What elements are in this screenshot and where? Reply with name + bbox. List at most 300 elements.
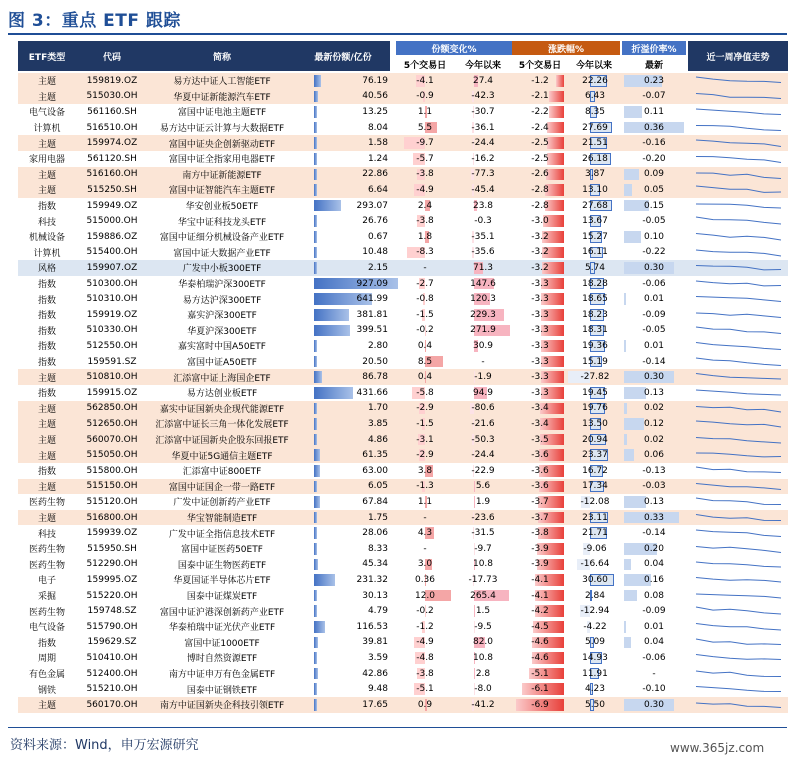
cell-share-text: 3.59	[367, 652, 388, 663]
trend-line	[696, 594, 781, 598]
cell-discount	[622, 260, 686, 276]
discount-bar	[624, 403, 627, 415]
cell-code	[76, 432, 148, 448]
cell-pct-ytd	[570, 572, 620, 588]
cell-pct-ytd	[570, 588, 620, 604]
cell-share-text: 8.33	[367, 543, 388, 554]
trend-sparkline	[694, 542, 784, 555]
share-bar	[314, 137, 317, 149]
cell-discount	[622, 213, 686, 229]
trend-line	[696, 530, 781, 537]
cell-pct-5d-text: -4.5	[531, 621, 549, 632]
cell-pct-ytd	[570, 229, 620, 245]
cell-code	[76, 650, 148, 666]
cell-share-ytd-text: 147.6	[470, 278, 496, 289]
cell-share-ytd	[454, 385, 512, 401]
cell-pct-ytd	[570, 697, 620, 713]
header-discount: 折溢价率%	[622, 41, 686, 55]
cell-share-5d-text: -2.9	[416, 450, 434, 461]
share-bar	[314, 200, 341, 212]
discount-bar	[624, 637, 631, 649]
share-bar	[314, 699, 317, 711]
cell-pct-ytd-text: 18.28	[582, 278, 608, 289]
cell-pct-5d-text: -3.3	[531, 356, 549, 367]
cell-share	[296, 603, 388, 619]
cell-discount	[622, 385, 686, 401]
cell-share-5d	[398, 323, 452, 339]
cell-name	[148, 572, 296, 588]
cell-pct-5d	[514, 525, 566, 541]
cell-pct-5d-text: -2.5	[531, 138, 549, 149]
table-row	[18, 541, 788, 557]
cell-share-ytd	[454, 338, 512, 354]
footer-divider	[8, 727, 787, 728]
cell-type-text: 主题	[37, 451, 56, 462]
cell-type	[18, 245, 76, 261]
cell-share-5d	[398, 167, 452, 183]
cell-discount	[622, 494, 686, 510]
cell-code-text: 561160.SH	[87, 106, 137, 117]
source-note: 资料来源：Wind，申万宏源研究	[10, 738, 199, 753]
cell-share-ytd	[454, 73, 512, 89]
cell-share-5d-text: -3.8	[416, 216, 434, 227]
cell-type-text: 指数	[37, 467, 56, 478]
cell-pct-ytd	[570, 135, 620, 151]
header-pct: 涨跌幅%	[512, 41, 620, 55]
trend-sparkline	[694, 573, 784, 586]
table-row	[18, 291, 788, 307]
trend-sparkline	[694, 511, 784, 524]
cell-discount-text: -0.16	[642, 138, 666, 149]
cell-code-text: 510330.OH	[86, 325, 138, 336]
cell-type-text: 采掘	[37, 592, 56, 603]
cell-code	[76, 588, 148, 604]
trend-line	[696, 671, 781, 677]
cell-share-text: 10.48	[362, 247, 388, 258]
cell-share-5d-text: 0.4	[417, 340, 433, 351]
cell-code-text: 159886.OZ	[86, 231, 138, 242]
trend-sparkline	[694, 370, 784, 383]
cell-discount	[622, 432, 686, 448]
cell-name	[148, 151, 296, 167]
trend-line	[696, 514, 781, 520]
cell-type-text: 指数	[37, 202, 56, 213]
cell-code-text: 516800.OH	[86, 512, 138, 523]
cell-code-text: 515220.OH	[86, 590, 138, 601]
cell-pct-5d	[514, 510, 566, 526]
cell-pct-5d-text: -5.1	[531, 668, 549, 679]
cell-pct-5d	[514, 541, 566, 557]
cell-code-text: 159748.SZ	[87, 606, 137, 617]
cell-share-5d-text: 4.3	[417, 528, 433, 539]
cell-share-5d	[398, 291, 452, 307]
cell-pct-ytd-text: 19.36	[582, 340, 608, 351]
cell-pct-ytd-text: 27.68	[582, 200, 608, 211]
cell-code	[76, 447, 148, 463]
cell-share-ytd	[454, 260, 512, 276]
trend-line	[696, 453, 781, 457]
share-bar	[314, 574, 335, 586]
cell-pct-5d-text: -3.6	[531, 481, 549, 492]
cell-share-ytd-text: 265.4	[470, 590, 496, 601]
cell-discount	[622, 307, 686, 323]
cell-share-ytd	[454, 494, 512, 510]
cell-name-text: 汇添富中证上海国企ETF	[173, 373, 271, 384]
cell-name	[148, 541, 296, 557]
cell-share-5d	[398, 588, 452, 604]
cell-share-5d-text: 8.5	[417, 356, 433, 367]
cell-discount	[622, 73, 686, 89]
cell-type-text: 机械设备	[28, 233, 65, 244]
cell-share	[296, 681, 388, 697]
cell-share	[296, 541, 388, 557]
cell-share-5d-text: -0.9	[416, 91, 434, 102]
cell-discount-text: 0.20	[643, 543, 665, 554]
cell-share-5d	[398, 385, 452, 401]
cell-discount	[622, 541, 686, 557]
cell-discount-text: 0.36	[643, 122, 665, 133]
header-trend: 近一周净值走势	[688, 41, 788, 71]
cell-type	[18, 323, 76, 339]
cell-type	[18, 681, 76, 697]
cell-pct-ytd	[570, 167, 620, 183]
cell-name	[148, 120, 296, 136]
cell-name-text: 易方达创业板ETF	[186, 389, 258, 400]
trend-line	[696, 266, 781, 270]
cell-share-ytd	[454, 416, 512, 432]
trend-line	[696, 483, 781, 489]
cell-share-ytd-text: -30.7	[471, 106, 495, 117]
table-row	[18, 354, 788, 370]
cell-name-text: 汇添富中证国新央企股东回报ETF	[155, 436, 289, 447]
discount-bar	[624, 340, 626, 352]
cell-share-ytd	[454, 354, 512, 370]
cell-pct-5d	[514, 369, 566, 385]
trend-sparkline	[694, 74, 784, 87]
cell-share-ytd-text: 1.9	[475, 496, 491, 507]
cell-discount-text: -	[652, 668, 656, 679]
cell-pct-ytd-text: 4.23	[584, 684, 606, 695]
subheader-latest: 最新	[622, 57, 686, 71]
cell-pct-5d	[514, 104, 566, 120]
table-row	[18, 338, 788, 354]
share-bar	[314, 184, 317, 196]
trend-sparkline	[694, 464, 784, 477]
cell-share-5d-text: -4.8	[416, 652, 434, 663]
subheader-ytd-share: 今年以来	[454, 57, 512, 71]
trend-line	[696, 437, 781, 443]
cell-share-ytd	[454, 323, 512, 339]
cell-share-5d	[398, 603, 452, 619]
cell-pct-5d	[514, 276, 566, 292]
share-bar	[314, 559, 318, 571]
table-row	[18, 307, 788, 323]
table-row	[18, 416, 788, 432]
cell-pct-5d	[514, 73, 566, 89]
cell-pct-ytd	[570, 354, 620, 370]
cell-share-ytd-text: 30.9	[472, 340, 494, 351]
cell-type-text: 主题	[37, 514, 56, 525]
cell-name	[148, 635, 296, 651]
cell-code	[76, 151, 148, 167]
table-row	[18, 135, 788, 151]
trend-line	[696, 281, 781, 286]
cell-share-5d-text: -9.7	[416, 138, 434, 149]
cell-share-text: 231.32	[356, 574, 388, 585]
cell-name-text: 富国中证央企创新驱动ETF	[168, 139, 276, 150]
cell-name-text: 汇添富中证长三角一体化发展ETF	[155, 420, 289, 431]
cell-share-text: 9.48	[367, 684, 388, 695]
cell-code-text: 560070.OH	[86, 434, 138, 445]
cell-pct-ytd	[570, 369, 620, 385]
cell-share-ytd-text: -1.9	[474, 372, 492, 383]
cell-share-text: 67.84	[362, 496, 388, 507]
cell-pct-5d-text: -3.9	[531, 559, 549, 570]
trend-sparkline	[694, 355, 784, 368]
share-bar	[314, 512, 317, 524]
cell-share-5d-text: -1.5	[416, 309, 434, 320]
cell-type	[18, 104, 76, 120]
trend-sparkline	[694, 183, 784, 196]
cell-discount-text: 0.08	[643, 590, 665, 601]
cell-type	[18, 385, 76, 401]
table-row	[18, 572, 788, 588]
cell-discount-text: 0.23	[643, 75, 665, 86]
cell-code-text: 515000.OH	[86, 216, 138, 227]
cell-share-ytd	[454, 89, 512, 105]
cell-pct-5d	[514, 135, 566, 151]
cell-share-5d	[398, 229, 452, 245]
table-row	[18, 525, 788, 541]
cell-share-5d	[398, 635, 452, 651]
cell-discount	[622, 619, 686, 635]
cell-code-text: 159995.OZ	[86, 574, 138, 585]
share-bar	[314, 325, 350, 337]
cell-discount	[622, 323, 686, 339]
cell-type-text: 主题	[37, 139, 56, 150]
cell-pct-5d-text: -4.6	[531, 637, 549, 648]
cell-code-text: 510300.OH	[86, 278, 138, 289]
cell-share-5d	[398, 525, 452, 541]
cell-discount-text: 0.01	[643, 621, 665, 632]
cell-share-5d-text: -4.1	[416, 75, 434, 86]
cell-share-5d	[398, 120, 452, 136]
cell-share	[296, 182, 388, 198]
subheader-5d-pct: 5个交易日	[512, 57, 568, 71]
cell-share-text: 22.86	[362, 169, 388, 180]
trend-line	[696, 624, 781, 631]
cell-type-text: 电子	[37, 576, 56, 587]
trend-sparkline	[694, 604, 784, 617]
cell-code-text: 515790.OH	[86, 621, 138, 632]
cell-type-text: 有色金属	[28, 670, 65, 681]
table-row	[18, 151, 788, 167]
cell-type-text: 指数	[37, 342, 56, 353]
cell-share-5d	[398, 432, 452, 448]
cell-name-text: 南方中证新能源ETF	[182, 170, 262, 181]
trend-sparkline	[694, 495, 784, 508]
cell-pct-5d	[514, 494, 566, 510]
cell-share	[296, 291, 388, 307]
cell-type-text: 风格	[37, 264, 56, 275]
trend-sparkline	[694, 636, 784, 649]
cell-share-5d	[398, 479, 452, 495]
cell-name	[148, 603, 296, 619]
cell-code-text: 159919.OZ	[86, 309, 138, 320]
cell-share-5d	[398, 151, 452, 167]
cell-pct-ytd	[570, 447, 620, 463]
cell-share-5d	[398, 73, 452, 89]
cell-name	[148, 525, 296, 541]
cell-pct-ytd-text: -4.22	[583, 621, 607, 632]
cell-share-ytd-text: -16.2	[471, 153, 495, 164]
cell-pct-ytd-text: 19.45	[582, 387, 608, 398]
cell-pct-ytd	[570, 276, 620, 292]
cell-share-text: 431.66	[356, 387, 388, 398]
cell-share-ytd	[454, 525, 512, 541]
cell-name-text: 南方中证国新央企科技引领ETF	[159, 701, 285, 712]
cell-name	[148, 463, 296, 479]
cell-pct-ytd-text: 5.09	[584, 637, 606, 648]
cell-discount-text: 0.30	[643, 699, 665, 710]
cell-share-ytd-text: 27.4	[472, 75, 494, 86]
cell-share	[296, 369, 388, 385]
cell-code	[76, 73, 148, 89]
cell-discount-text: 0.16	[643, 574, 665, 585]
cell-share-ytd-text: -22.9	[471, 465, 495, 476]
cell-pct-5d	[514, 588, 566, 604]
cell-type	[18, 666, 76, 682]
trend-line	[696, 313, 781, 318]
table-row	[18, 603, 788, 619]
cell-type	[18, 291, 76, 307]
cell-pct-ytd	[570, 385, 620, 401]
cell-discount	[622, 635, 686, 651]
cell-share-ytd-text: -35.1	[471, 231, 495, 242]
cell-code-text: 515950.SH	[87, 543, 137, 554]
cell-type	[18, 307, 76, 323]
table-row	[18, 666, 788, 682]
cell-pct-5d	[514, 354, 566, 370]
cell-discount	[622, 447, 686, 463]
share-bar	[314, 262, 317, 274]
cell-name-text: 华安创业板50ETF	[185, 202, 259, 213]
cell-name	[148, 510, 296, 526]
cell-share-ytd	[454, 510, 512, 526]
cell-code-text: 159819.OZ	[86, 75, 138, 86]
cell-pct-5d-text: -2.8	[531, 184, 549, 195]
cell-pct-ytd-text: 14.93	[582, 652, 608, 663]
cell-share-ytd	[454, 619, 512, 635]
cell-share-5d-text: -4.9	[416, 637, 434, 648]
cell-share-5d	[398, 260, 452, 276]
trend-sparkline	[694, 230, 784, 243]
cell-share-ytd-text: 71.3	[472, 262, 494, 273]
cell-share-text: 927.09	[356, 278, 388, 289]
cell-name-text: 富国中证医药50ETF	[181, 545, 263, 556]
cell-share	[296, 89, 388, 105]
discount-bar	[624, 184, 632, 196]
cell-pct-ytd	[570, 603, 620, 619]
cell-discount-text: 0.02	[643, 403, 665, 414]
share-bar	[314, 215, 317, 227]
cell-name	[148, 681, 296, 697]
cell-pct-ytd-text: 13.10	[582, 184, 608, 195]
cell-name	[148, 416, 296, 432]
cell-share-5d-text: -4.9	[416, 184, 434, 195]
cell-code-text: 159591.SZ	[87, 356, 137, 367]
cell-name	[148, 401, 296, 417]
cell-share-ytd	[454, 447, 512, 463]
cell-type-text: 家用电器	[28, 155, 65, 166]
cell-share-5d	[398, 510, 452, 526]
trend-sparkline	[694, 620, 784, 633]
cell-share-text: 42.86	[362, 668, 388, 679]
cell-share-text: 399.51	[356, 325, 388, 336]
cell-name	[148, 323, 296, 339]
cell-share	[296, 167, 388, 183]
cell-type-text: 指数	[37, 389, 56, 400]
cell-type	[18, 73, 76, 89]
cell-code	[76, 369, 148, 385]
cell-share-5d	[398, 650, 452, 666]
cell-discount	[622, 151, 686, 167]
cell-pct-ytd-text: 16.72	[582, 465, 608, 476]
trend-line	[696, 109, 781, 115]
cell-code	[76, 416, 148, 432]
cell-discount	[622, 666, 686, 682]
cell-name-text: 华泰柏瑞中证光伏产业ETF	[168, 623, 276, 634]
cell-share-ytd	[454, 635, 512, 651]
cell-discount-text: -0.20	[642, 153, 666, 164]
cell-type	[18, 401, 76, 417]
cell-type-text: 科技	[37, 529, 56, 540]
cell-code-text: 510810.OH	[86, 372, 138, 383]
cell-share-5d	[398, 135, 452, 151]
pct-5d-bar	[556, 75, 564, 87]
cell-name-text: 富国中证全指家用电器ETF	[168, 155, 276, 166]
cell-pct-5d	[514, 432, 566, 448]
cell-pct-5d-text: -3.7	[531, 496, 549, 507]
cell-share-ytd-text: -0.3	[474, 216, 492, 227]
cell-pct-ytd-text: -16.64	[580, 559, 610, 570]
cell-pct-ytd	[570, 650, 620, 666]
cell-type	[18, 650, 76, 666]
cell-share	[296, 260, 388, 276]
share-bar	[314, 668, 318, 680]
cell-pct-ytd-text: -27.82	[580, 372, 610, 383]
trend-line	[696, 374, 781, 380]
cell-share-text: 6.64	[367, 184, 388, 195]
cell-type	[18, 213, 76, 229]
cell-share-ytd-text: 82.0	[472, 637, 494, 648]
cell-share-ytd	[454, 369, 512, 385]
cell-pct-5d-text: -3.5	[531, 434, 549, 445]
cell-code	[76, 182, 148, 198]
trend-line	[696, 547, 781, 553]
share-bar	[314, 75, 321, 87]
cell-share-5d	[398, 463, 452, 479]
cell-code	[76, 681, 148, 697]
cell-name	[148, 447, 296, 463]
cell-code	[76, 635, 148, 651]
cell-name-text: 易方达沪深300ETF	[182, 295, 262, 306]
trend-sparkline	[694, 152, 784, 165]
trend-sparkline	[694, 339, 784, 352]
cell-code	[76, 463, 148, 479]
cell-share-ytd-text: 10.8	[472, 652, 494, 663]
header-code: 代码	[76, 41, 148, 71]
